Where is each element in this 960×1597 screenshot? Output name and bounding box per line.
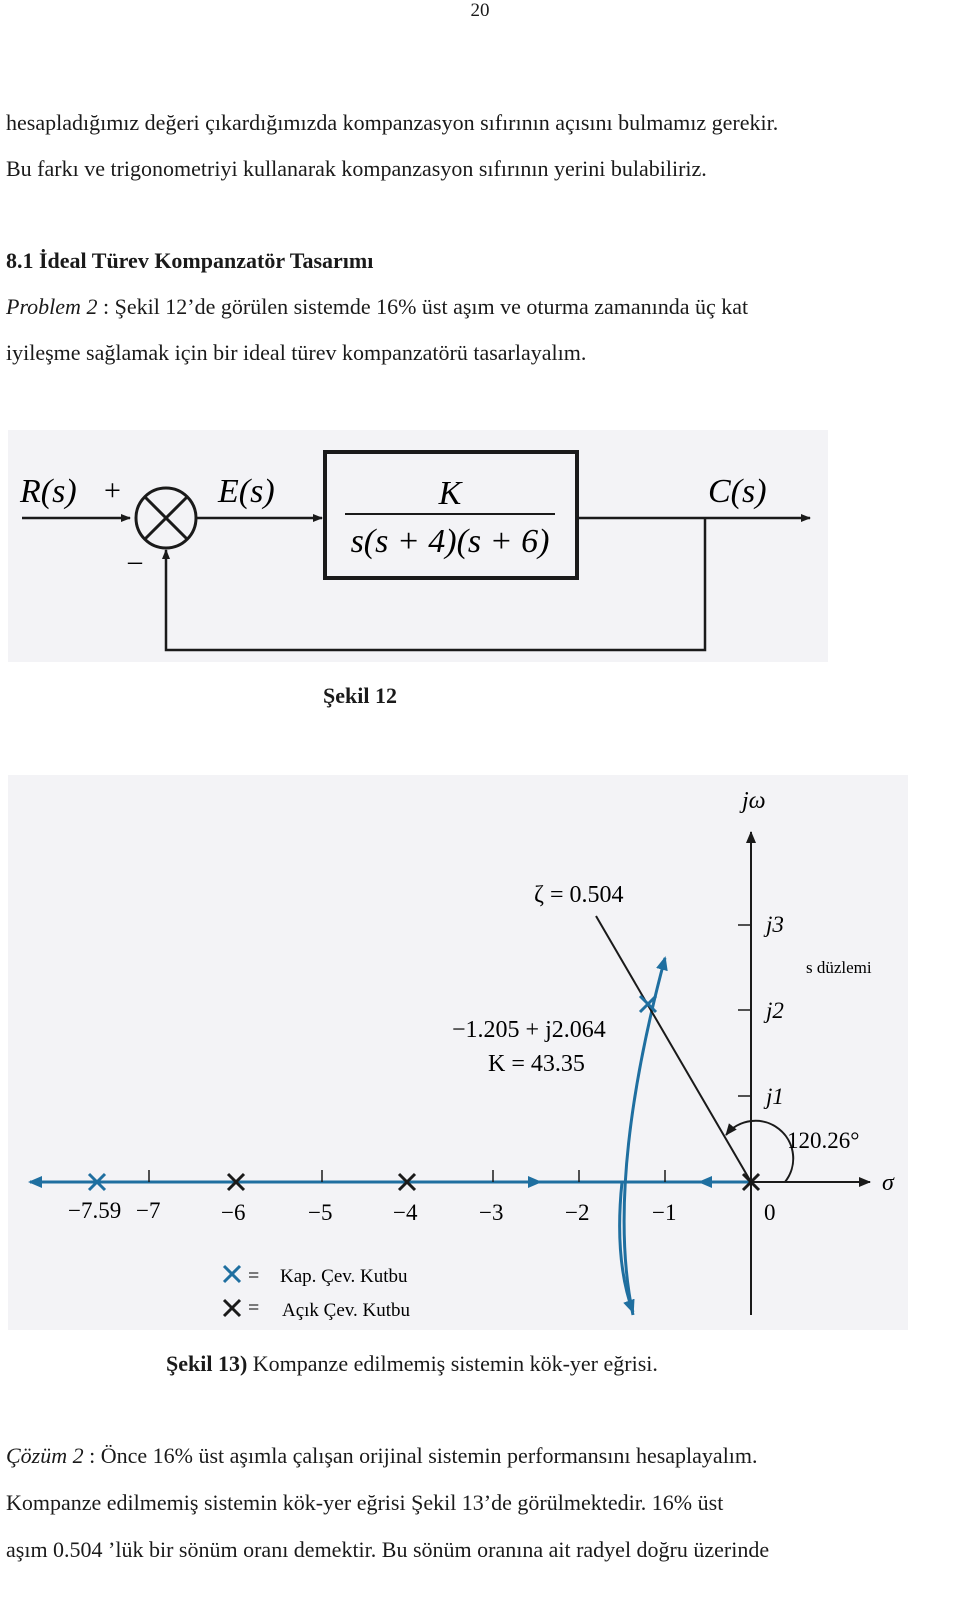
tick-label-minus-6: −6	[221, 1200, 246, 1225]
tick-label-minus-7-59: −7.59	[68, 1198, 122, 1223]
output-label: C(s)	[708, 473, 767, 510]
error-label: E(s)	[218, 473, 275, 510]
problem-text-1: Şekil 12’de görülen sistemde 16% üst aşım ve oturma zamanında üç kat	[114, 294, 749, 319]
solution-line-3: aşım 0.504 ’lük bir sönüm oranı demektir. Bu sönüm oranına ait radyel doğru üzerinde	[6, 1537, 770, 1562]
solution-separator: :	[83, 1443, 101, 1468]
tick-label-minus-4: −4	[393, 1200, 418, 1225]
locus-upper-branch	[624, 958, 665, 1315]
tick-label-minus-3: −3	[479, 1200, 504, 1225]
j3-label: j3	[766, 912, 784, 937]
jw-label: jω	[742, 788, 766, 814]
minus-sign: –	[128, 546, 142, 577]
figure-13-caption-text: Kompanze edilmemiş sistemin kök-yer eğrisi.	[247, 1351, 658, 1376]
legend-eq-1: =	[248, 1265, 260, 1287]
s-plane-label: s düzlemi	[806, 958, 872, 977]
plus-sign: +	[104, 474, 121, 507]
paragraph-line-1: hesapladığımız değeri çıkardığımızda kompanzasyon sıfırının açısını bulmamız gerekir.	[6, 110, 779, 135]
problem-line-2: iyileşme sağlamak için bir ideal türev kompanzatörü tasarlayalım.	[6, 340, 587, 365]
tick-label-minus-5: −5	[308, 1200, 333, 1225]
solution-text-1: Önce 16% üst aşımla çalışan orijinal sistemin performansını hesaplayalım.	[100, 1443, 758, 1468]
problem-label: Problem 2	[6, 294, 98, 319]
tick-label-minus-7: −7	[136, 1198, 161, 1223]
angle-label: 120.26°	[787, 1128, 860, 1153]
section-heading: 8.1 İdeal Türev Kompanzatör Tasarımı	[6, 248, 374, 273]
legend-eq-2: =	[248, 1297, 260, 1319]
solution-line-1	[6, 1442, 758, 1470]
j1-label: j1	[766, 1084, 784, 1109]
point-label: −1.205 + j2.064	[452, 1017, 606, 1043]
legend-closed-loop-marker	[224, 1266, 240, 1282]
angle-arc	[726, 1121, 793, 1182]
solution-label: Çözüm 2	[6, 1443, 84, 1468]
page-number: 20	[470, 0, 490, 21]
input-label: R(s)	[20, 473, 77, 510]
figure-13-caption	[166, 1350, 658, 1378]
legend-open-loop-label: Açık Çev. Kutbu	[282, 1300, 411, 1321]
paragraph-line-2: Bu farkı ve trigonometriyi kullanarak kompanzasyon sıfırının yerini bulabiliriz.	[6, 156, 707, 181]
legend-open-loop-marker	[224, 1300, 240, 1316]
tick-label-minus-1: −1	[652, 1200, 677, 1225]
gain-label: K = 43.35	[488, 1051, 585, 1077]
damping-ratio-line	[596, 916, 751, 1182]
tick-label-zero: 0	[764, 1200, 776, 1225]
figure-12-caption: Şekil 12	[323, 683, 397, 708]
solution-line-2: Kompanze edilmemiş sistemin kök-yer eğrisi Şekil 13’de görülmektedir. 16% üst	[6, 1490, 724, 1515]
j2-label: j2	[766, 998, 784, 1023]
tf-denominator: s(s + 4)(s + 6)	[350, 523, 550, 560]
figure-13-caption-label: Şekil 13)	[166, 1351, 248, 1376]
legend-closed-loop-label: Kap. Çev. Kutbu	[280, 1266, 408, 1287]
problem-separator: :	[97, 294, 115, 319]
sigma-label: σ	[882, 1170, 894, 1196]
tick-label-minus-2: −2	[565, 1200, 590, 1225]
zeta-label: ζ = 0.504	[534, 882, 624, 908]
tf-numerator: K	[438, 475, 462, 512]
locus-lower-branch	[620, 1182, 633, 1312]
